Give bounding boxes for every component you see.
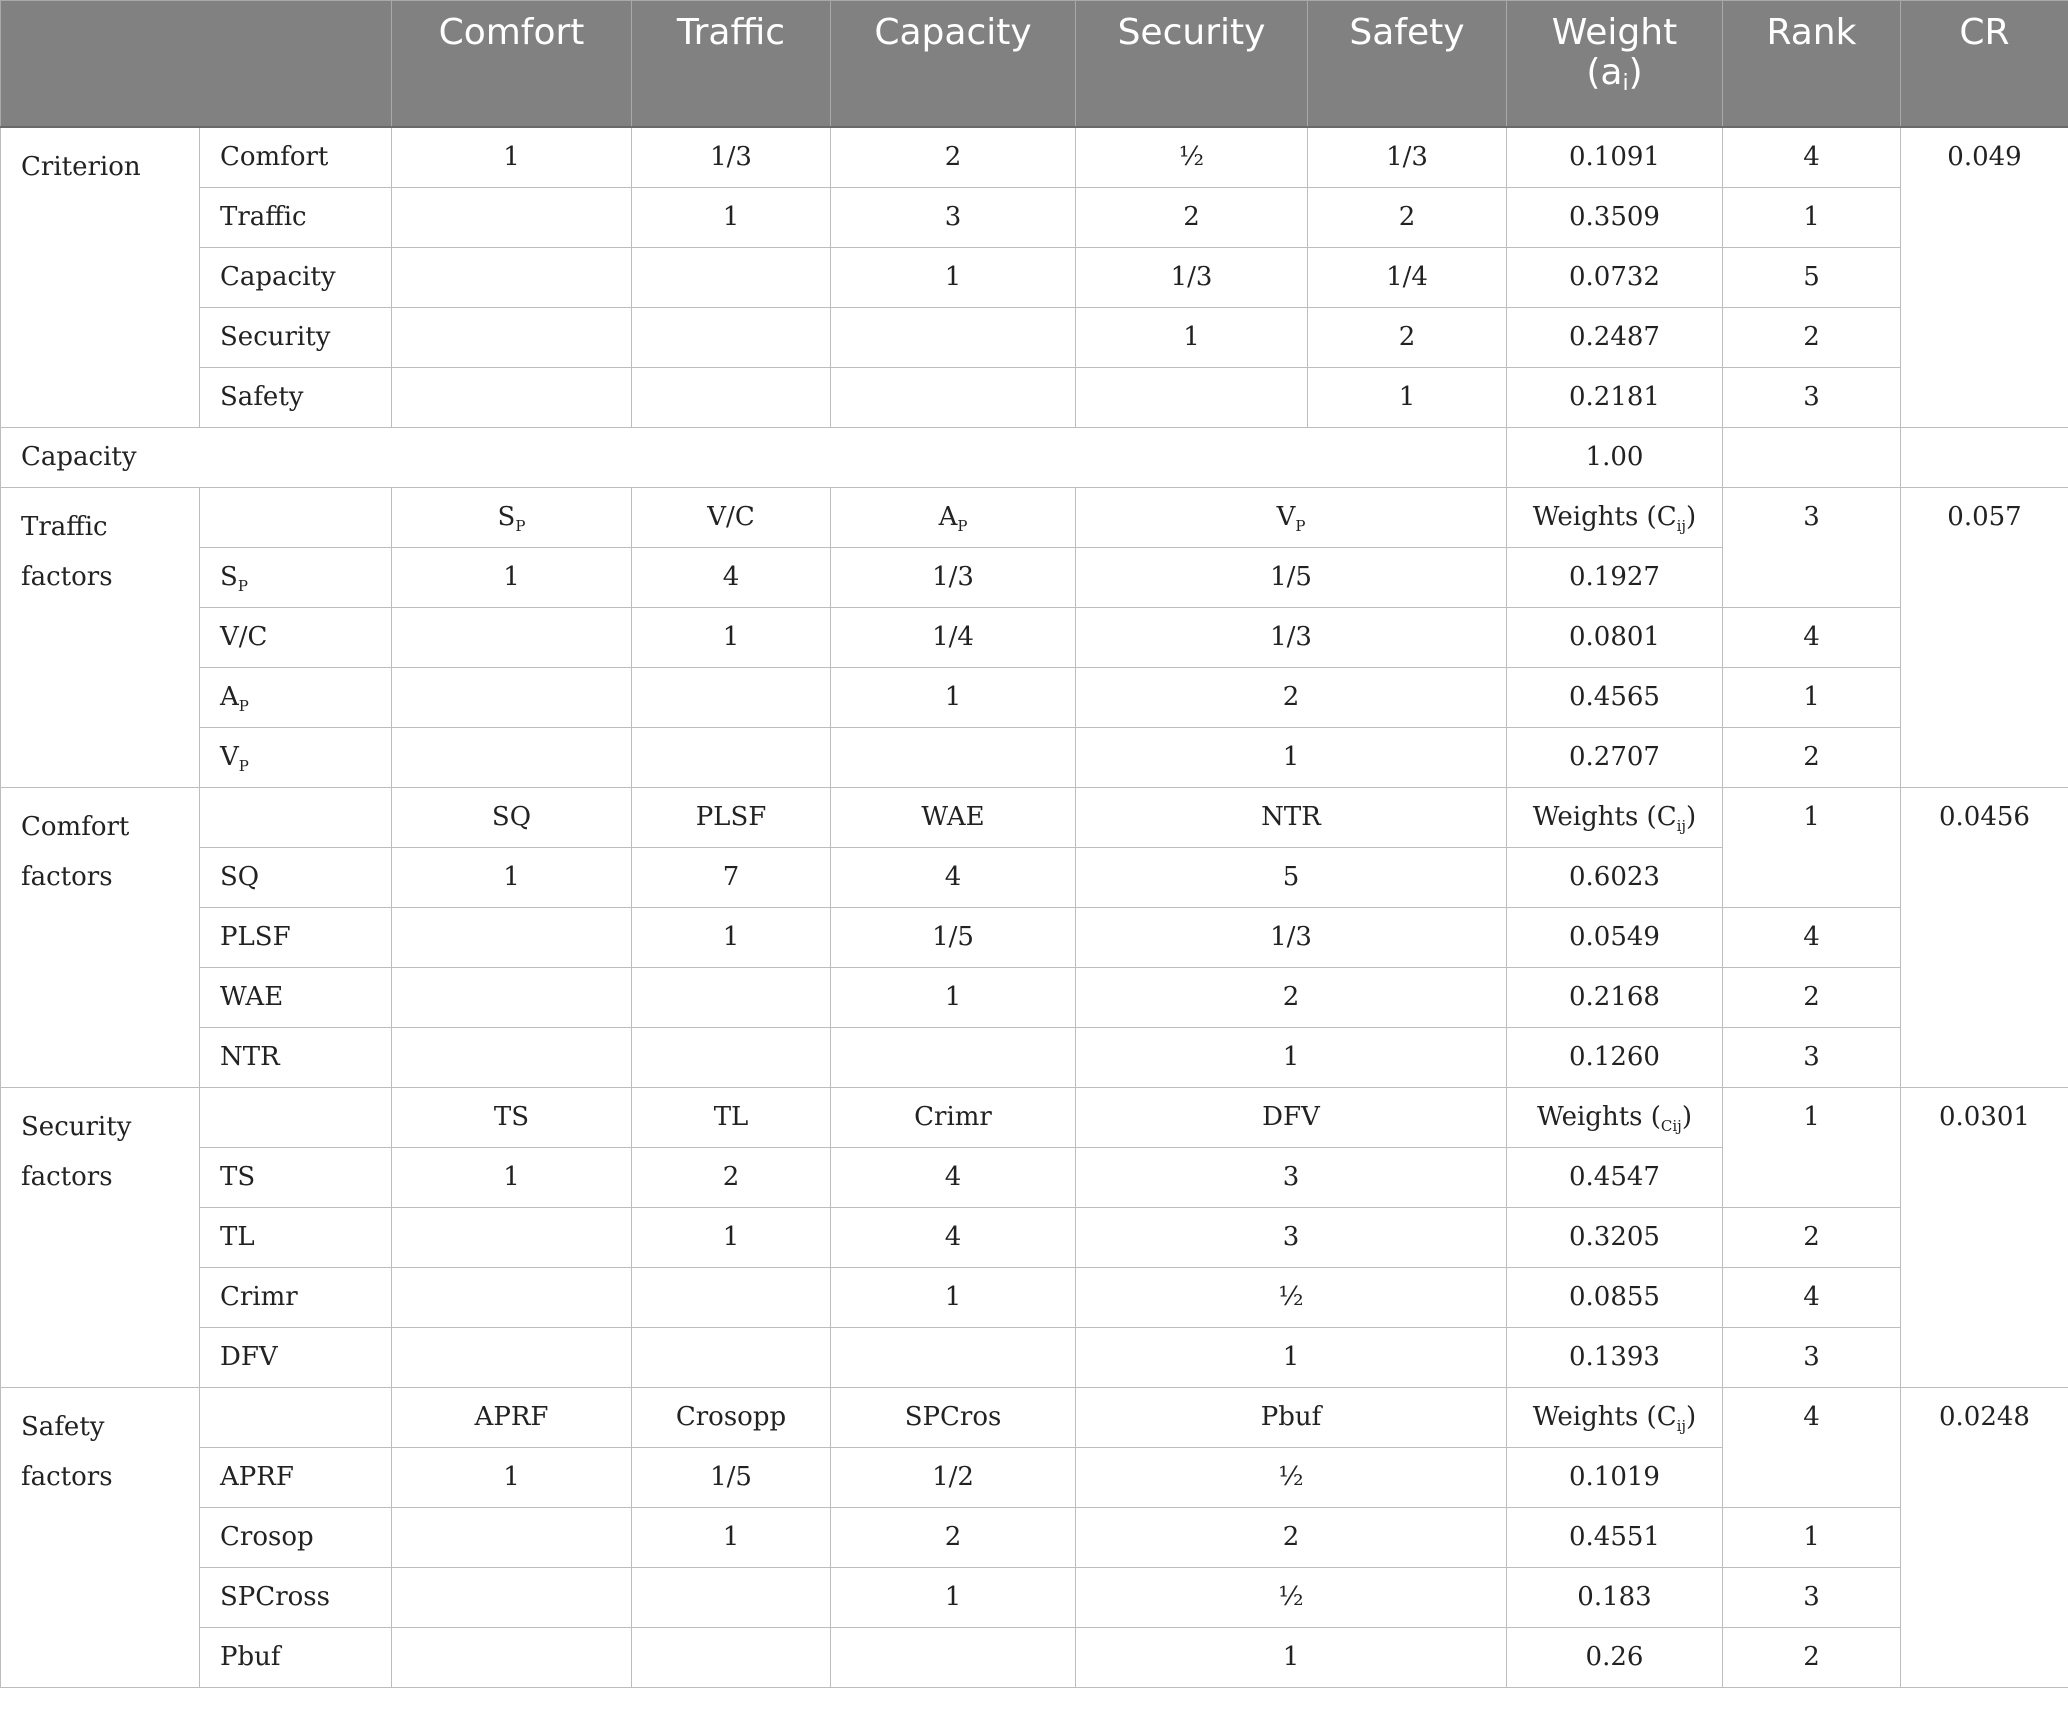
subheader-cell: V/C bbox=[632, 487, 831, 547]
cr-cell: 0.0248 bbox=[1901, 1387, 2068, 1687]
table-cell bbox=[392, 1627, 632, 1687]
table-cell: 1 bbox=[831, 1567, 1076, 1627]
subheader-text: A bbox=[938, 501, 958, 532]
weights-subheader bbox=[1507, 787, 1723, 847]
table-cell: 5 bbox=[1076, 847, 1507, 907]
table-cell bbox=[392, 607, 632, 667]
rank-cell: 2 bbox=[1723, 1627, 1901, 1687]
table-cell bbox=[392, 907, 632, 967]
row-label bbox=[200, 667, 392, 727]
table-cell: 1 bbox=[632, 1507, 831, 1567]
rank-cell: 4 bbox=[1723, 1267, 1901, 1327]
table-cell: 2 bbox=[1076, 667, 1507, 727]
header-weight-line1: Weight bbox=[1551, 12, 1678, 53]
weights-subheader-close: ) bbox=[1686, 501, 1697, 532]
table-cell: 2 bbox=[831, 1507, 1076, 1567]
weight-cell: 0.4551 bbox=[1507, 1507, 1723, 1567]
table-cell: 1 bbox=[831, 667, 1076, 727]
header-cr: CR bbox=[1901, 1, 2068, 128]
row-label-subscript: P bbox=[237, 576, 248, 595]
table-row bbox=[1, 127, 2068, 187]
subheader-subscript: P bbox=[1295, 516, 1306, 535]
table-cell bbox=[392, 187, 632, 247]
weight-cell: 0.0549 bbox=[1507, 907, 1723, 967]
cr-cell: 0.0301 bbox=[1901, 1087, 2068, 1387]
table-cell bbox=[632, 667, 831, 727]
rank-cell: 3 bbox=[1723, 1567, 1901, 1627]
subheader-cell bbox=[1076, 487, 1507, 547]
row-label-text: A bbox=[220, 681, 239, 712]
row-label: PLSF bbox=[200, 907, 392, 967]
weights-subheader-subscript: Cij bbox=[1660, 1116, 1682, 1135]
table-cell: 1/3 bbox=[1308, 127, 1507, 187]
rank-cell: 2 bbox=[1723, 307, 1901, 367]
capacity-row-label: Capacity bbox=[1, 427, 1507, 487]
table-cell bbox=[200, 1387, 392, 1447]
table-row bbox=[1, 1087, 2068, 1147]
row-label: SQ bbox=[200, 847, 392, 907]
row-label: Traffic bbox=[200, 187, 392, 247]
subheader-cell: SQ bbox=[392, 787, 632, 847]
table-cell: 1 bbox=[392, 1447, 632, 1507]
subheader-cell: TS bbox=[392, 1087, 632, 1147]
subheader-cell bbox=[831, 487, 1076, 547]
table-cell bbox=[392, 1027, 632, 1087]
rank-cell: 1 bbox=[1723, 1087, 1901, 1207]
table-row bbox=[1, 307, 2068, 367]
row-label: TS bbox=[200, 1147, 392, 1207]
header-weight bbox=[1507, 1, 1723, 128]
table-cell: 1 bbox=[1076, 1627, 1507, 1687]
table-cell bbox=[632, 1267, 831, 1327]
row-label: Capacity bbox=[200, 247, 392, 307]
rank-cell: 1 bbox=[1723, 787, 1901, 907]
table-cell: 4 bbox=[831, 847, 1076, 907]
comfort-group-label-line2: factors bbox=[21, 861, 113, 892]
weight-cell: 0.0801 bbox=[1507, 607, 1723, 667]
table-cell: 1/3 bbox=[1076, 907, 1507, 967]
weights-subheader bbox=[1507, 487, 1723, 547]
weight-cell: 0.4565 bbox=[1507, 667, 1723, 727]
subheader-cell bbox=[392, 487, 632, 547]
rank-cell: 4 bbox=[1723, 607, 1901, 667]
subheader-text: S bbox=[497, 501, 516, 532]
weight-cell: 0.4547 bbox=[1507, 1147, 1723, 1207]
weight-cell: 0.1927 bbox=[1507, 547, 1723, 607]
table-row bbox=[1, 667, 2068, 727]
header-weight-close: ) bbox=[1628, 52, 1643, 93]
weights-subheader-text: Weights (C bbox=[1532, 501, 1677, 532]
rank-cell: 2 bbox=[1723, 727, 1901, 787]
table-row bbox=[1, 1567, 2068, 1627]
table-row bbox=[1, 187, 2068, 247]
weight-cell: 0.6023 bbox=[1507, 847, 1723, 907]
table-cell: 1 bbox=[392, 127, 632, 187]
table-cell: 4 bbox=[632, 547, 831, 607]
table-cell: ½ bbox=[1076, 127, 1308, 187]
cr-cell: 0.057 bbox=[1901, 487, 2068, 787]
table-cell bbox=[200, 787, 392, 847]
table-row bbox=[1, 1027, 2068, 1087]
table-cell bbox=[632, 247, 831, 307]
weight-cell: 0.2487 bbox=[1507, 307, 1723, 367]
table-row bbox=[1, 367, 2068, 427]
table-cell: 1 bbox=[1076, 1327, 1507, 1387]
subheader-cell: Pbuf bbox=[1076, 1387, 1507, 1447]
rank-cell: 3 bbox=[1723, 1327, 1901, 1387]
table-cell: 7 bbox=[632, 847, 831, 907]
table-cell bbox=[1076, 367, 1308, 427]
weights-subheader-text: Weights ( bbox=[1537, 1101, 1661, 1132]
weight-cell: 0.1091 bbox=[1507, 127, 1723, 187]
header-capacity: Capacity bbox=[831, 1, 1076, 128]
table-cell: 1/3 bbox=[831, 547, 1076, 607]
table-cell: 4 bbox=[831, 1147, 1076, 1207]
table-row bbox=[1, 247, 2068, 307]
table-cell: 4 bbox=[831, 1207, 1076, 1267]
row-label: Crimr bbox=[200, 1267, 392, 1327]
weights-subheader bbox=[1507, 1387, 1723, 1447]
header-weight-sub: i bbox=[1622, 71, 1629, 96]
table-cell bbox=[392, 307, 632, 367]
comfort-group-label-line1: Comfort bbox=[21, 811, 130, 842]
weights-subheader-close: ) bbox=[1681, 1101, 1692, 1132]
rank-cell: 3 bbox=[1723, 487, 1901, 607]
table-cell: 1/5 bbox=[831, 907, 1076, 967]
header-traffic: Traffic bbox=[632, 1, 831, 128]
security-group-label bbox=[1, 1087, 200, 1387]
row-label: Comfort bbox=[200, 127, 392, 187]
table-cell: 1 bbox=[1308, 367, 1507, 427]
subheader-subscript: P bbox=[515, 516, 526, 535]
row-label: DFV bbox=[200, 1327, 392, 1387]
row-label-text: S bbox=[220, 561, 238, 592]
table-cell bbox=[632, 1627, 831, 1687]
cr-cell: 0.0456 bbox=[1901, 787, 2068, 1087]
weight-cell: 0.3205 bbox=[1507, 1207, 1723, 1267]
weights-subheader-subscript: ij bbox=[1676, 516, 1687, 535]
table-cell: 2 bbox=[632, 1147, 831, 1207]
table-cell bbox=[392, 1507, 632, 1567]
table-row bbox=[1, 1627, 2068, 1687]
table-cell: 3 bbox=[1076, 1147, 1507, 1207]
table-cell bbox=[392, 1207, 632, 1267]
weight-cell: 0.1260 bbox=[1507, 1027, 1723, 1087]
table-cell bbox=[392, 1567, 632, 1627]
table-cell: 1 bbox=[1076, 1027, 1507, 1087]
table-cell: 1/3 bbox=[1076, 247, 1308, 307]
row-label bbox=[200, 727, 392, 787]
table-row bbox=[1, 727, 2068, 787]
header-weight-open: (a bbox=[1586, 52, 1623, 93]
row-label: Security bbox=[200, 307, 392, 367]
weight-cell: 0.2707 bbox=[1507, 727, 1723, 787]
table-cell bbox=[831, 1327, 1076, 1387]
rank-cell: 4 bbox=[1723, 127, 1901, 187]
weights-subheader-text: Weights (C bbox=[1532, 1401, 1677, 1432]
subheader-subscript: P bbox=[957, 516, 968, 535]
table-cell: 2 bbox=[1308, 187, 1507, 247]
table-cell bbox=[392, 1327, 632, 1387]
subheader-cell: Crimr bbox=[831, 1087, 1076, 1147]
rank-cell: 1 bbox=[1723, 667, 1901, 727]
table-cell: 1 bbox=[831, 1267, 1076, 1327]
weight-cell: 0.3509 bbox=[1507, 187, 1723, 247]
header-blank-cell bbox=[1, 1, 392, 128]
table-cell bbox=[831, 307, 1076, 367]
table-cell: 1 bbox=[632, 607, 831, 667]
row-label: Pbuf bbox=[200, 1627, 392, 1687]
table-row bbox=[1, 1387, 2068, 1447]
table-row bbox=[1, 1507, 2068, 1567]
security-group-label-line2: factors bbox=[21, 1161, 113, 1192]
header-safety: Safety bbox=[1308, 1, 1507, 128]
row-label: Crosop bbox=[200, 1507, 392, 1567]
table-cell: ½ bbox=[1076, 1267, 1507, 1327]
table-cell: 1/2 bbox=[831, 1447, 1076, 1507]
weight-cell: 0.2181 bbox=[1507, 367, 1723, 427]
table-cell bbox=[392, 367, 632, 427]
safety-group-label: Safety factors bbox=[1, 1387, 200, 1687]
table-cell: 2 bbox=[1076, 1507, 1507, 1567]
table-cell bbox=[831, 367, 1076, 427]
header-comfort: Comfort bbox=[392, 1, 632, 128]
rank-cell bbox=[1723, 427, 1901, 487]
weights-subheader-close: ) bbox=[1686, 1401, 1697, 1432]
subheader-cell: WAE bbox=[831, 787, 1076, 847]
table-cell: 1 bbox=[1076, 727, 1507, 787]
weights-subheader-close: ) bbox=[1686, 801, 1697, 832]
table-cell: 1/4 bbox=[1308, 247, 1507, 307]
row-label-subscript: P bbox=[238, 756, 249, 775]
weight-cell: 0.0732 bbox=[1507, 247, 1723, 307]
table-cell bbox=[200, 1087, 392, 1147]
table-cell: 1/5 bbox=[632, 1447, 831, 1507]
row-label: NTR bbox=[200, 1027, 392, 1087]
table-cell: 2 bbox=[1308, 307, 1507, 367]
table-cell: ½ bbox=[1076, 1447, 1507, 1507]
cr-cell: 0.049 bbox=[1901, 127, 2068, 427]
header-rank: Rank bbox=[1723, 1, 1901, 128]
table-cell: 3 bbox=[1076, 1207, 1507, 1267]
table-cell bbox=[392, 967, 632, 1027]
table-cell bbox=[632, 1027, 831, 1087]
rank-cell: 5 bbox=[1723, 247, 1901, 307]
row-label: APRF bbox=[200, 1447, 392, 1507]
weights-subheader-subscript: ij bbox=[1676, 1416, 1687, 1435]
table-cell bbox=[392, 1267, 632, 1327]
subheader-text: V bbox=[1276, 501, 1296, 532]
weight-cell: 0.0855 bbox=[1507, 1267, 1723, 1327]
table-cell: 1/3 bbox=[632, 127, 831, 187]
table-cell bbox=[632, 1327, 831, 1387]
criterion-group-label: Criterion bbox=[1, 127, 200, 427]
table-cell bbox=[831, 1627, 1076, 1687]
subheader-cell: TL bbox=[632, 1087, 831, 1147]
table-row bbox=[1, 1267, 2068, 1327]
table-cell: 3 bbox=[831, 187, 1076, 247]
rank-cell: 1 bbox=[1723, 1507, 1901, 1567]
table-cell bbox=[632, 307, 831, 367]
table-cell: 1 bbox=[632, 1207, 831, 1267]
row-label: TL bbox=[200, 1207, 392, 1267]
table-cell: 1 bbox=[392, 1147, 632, 1207]
rank-cell: 1 bbox=[1723, 187, 1901, 247]
table-row bbox=[1, 967, 2068, 1027]
rank-cell: 4 bbox=[1723, 907, 1901, 967]
weights-subheader bbox=[1507, 1087, 1723, 1147]
weight-cell: 0.26 bbox=[1507, 1627, 1723, 1687]
table-cell: 2 bbox=[1076, 967, 1507, 1027]
table-cell bbox=[392, 247, 632, 307]
rank-cell: 3 bbox=[1723, 367, 1901, 427]
comfort-group-label bbox=[1, 787, 200, 1087]
table-cell: 1 bbox=[1076, 307, 1308, 367]
weight-cell: 0.183 bbox=[1507, 1567, 1723, 1627]
weights-subheader-subscript: ij bbox=[1676, 816, 1687, 835]
table-cell bbox=[831, 1027, 1076, 1087]
table-cell: 1 bbox=[831, 967, 1076, 1027]
security-group-label-line1: Security bbox=[21, 1111, 132, 1142]
weight-cell: 0.1393 bbox=[1507, 1327, 1723, 1387]
weight-cell: 1.00 bbox=[1507, 427, 1723, 487]
cr-cell bbox=[1901, 427, 2068, 487]
rank-cell: 2 bbox=[1723, 967, 1901, 1027]
rank-cell: 3 bbox=[1723, 1027, 1901, 1087]
row-label bbox=[200, 607, 392, 667]
weights-subheader-text: Weights (C bbox=[1532, 801, 1677, 832]
table-row bbox=[1, 787, 2068, 847]
table-row bbox=[1, 487, 2068, 547]
rank-cell: 4 bbox=[1723, 1387, 1901, 1507]
table-cell bbox=[632, 967, 831, 1027]
subheader-cell: DFV bbox=[1076, 1087, 1507, 1147]
capacity-total-row bbox=[1, 427, 2068, 487]
row-label-text: V bbox=[220, 741, 239, 772]
row-label: SPCross bbox=[200, 1567, 392, 1627]
table-row bbox=[1, 607, 2068, 667]
row-label: Safety bbox=[200, 367, 392, 427]
subheader-cell: NTR bbox=[1076, 787, 1507, 847]
subheader-cell: APRF bbox=[392, 1387, 632, 1447]
weight-cell: 0.2168 bbox=[1507, 967, 1723, 1027]
table-cell: 1 bbox=[392, 847, 632, 907]
rank-cell: 2 bbox=[1723, 1207, 1901, 1267]
table-cell: 2 bbox=[831, 127, 1076, 187]
table-row bbox=[1, 907, 2068, 967]
table-cell: 1 bbox=[632, 187, 831, 247]
table-row bbox=[1, 1327, 2068, 1387]
table-cell: 1/4 bbox=[831, 607, 1076, 667]
table-cell: 2 bbox=[1076, 187, 1308, 247]
subheader-cell: Crosopp bbox=[632, 1387, 831, 1447]
table-cell bbox=[632, 367, 831, 427]
row-label: WAE bbox=[200, 967, 392, 1027]
subheader-cell: PLSF bbox=[632, 787, 831, 847]
table-cell bbox=[632, 727, 831, 787]
table-cell bbox=[831, 727, 1076, 787]
weight-cell: 0.1019 bbox=[1507, 1447, 1723, 1507]
table-cell: 1 bbox=[392, 547, 632, 607]
row-label-text: V/C bbox=[220, 621, 268, 652]
table-cell bbox=[392, 727, 632, 787]
table-cell bbox=[392, 667, 632, 727]
table-cell: 1/3 bbox=[1076, 607, 1507, 667]
header-row bbox=[1, 1, 2068, 128]
traffic-group-label: Traffic factors bbox=[1, 487, 200, 787]
table-cell: 1/5 bbox=[1076, 547, 1507, 607]
subheader-cell: SPCros bbox=[831, 1387, 1076, 1447]
row-label-subscript: P bbox=[238, 696, 249, 715]
header-security: Security bbox=[1076, 1, 1308, 128]
table-cell: 1 bbox=[632, 907, 831, 967]
table-cell bbox=[632, 1567, 831, 1627]
table-cell bbox=[200, 487, 392, 547]
table-cell: ½ bbox=[1076, 1567, 1507, 1627]
table-row bbox=[1, 1207, 2068, 1267]
table-cell: 1 bbox=[831, 247, 1076, 307]
row-label bbox=[200, 547, 392, 607]
